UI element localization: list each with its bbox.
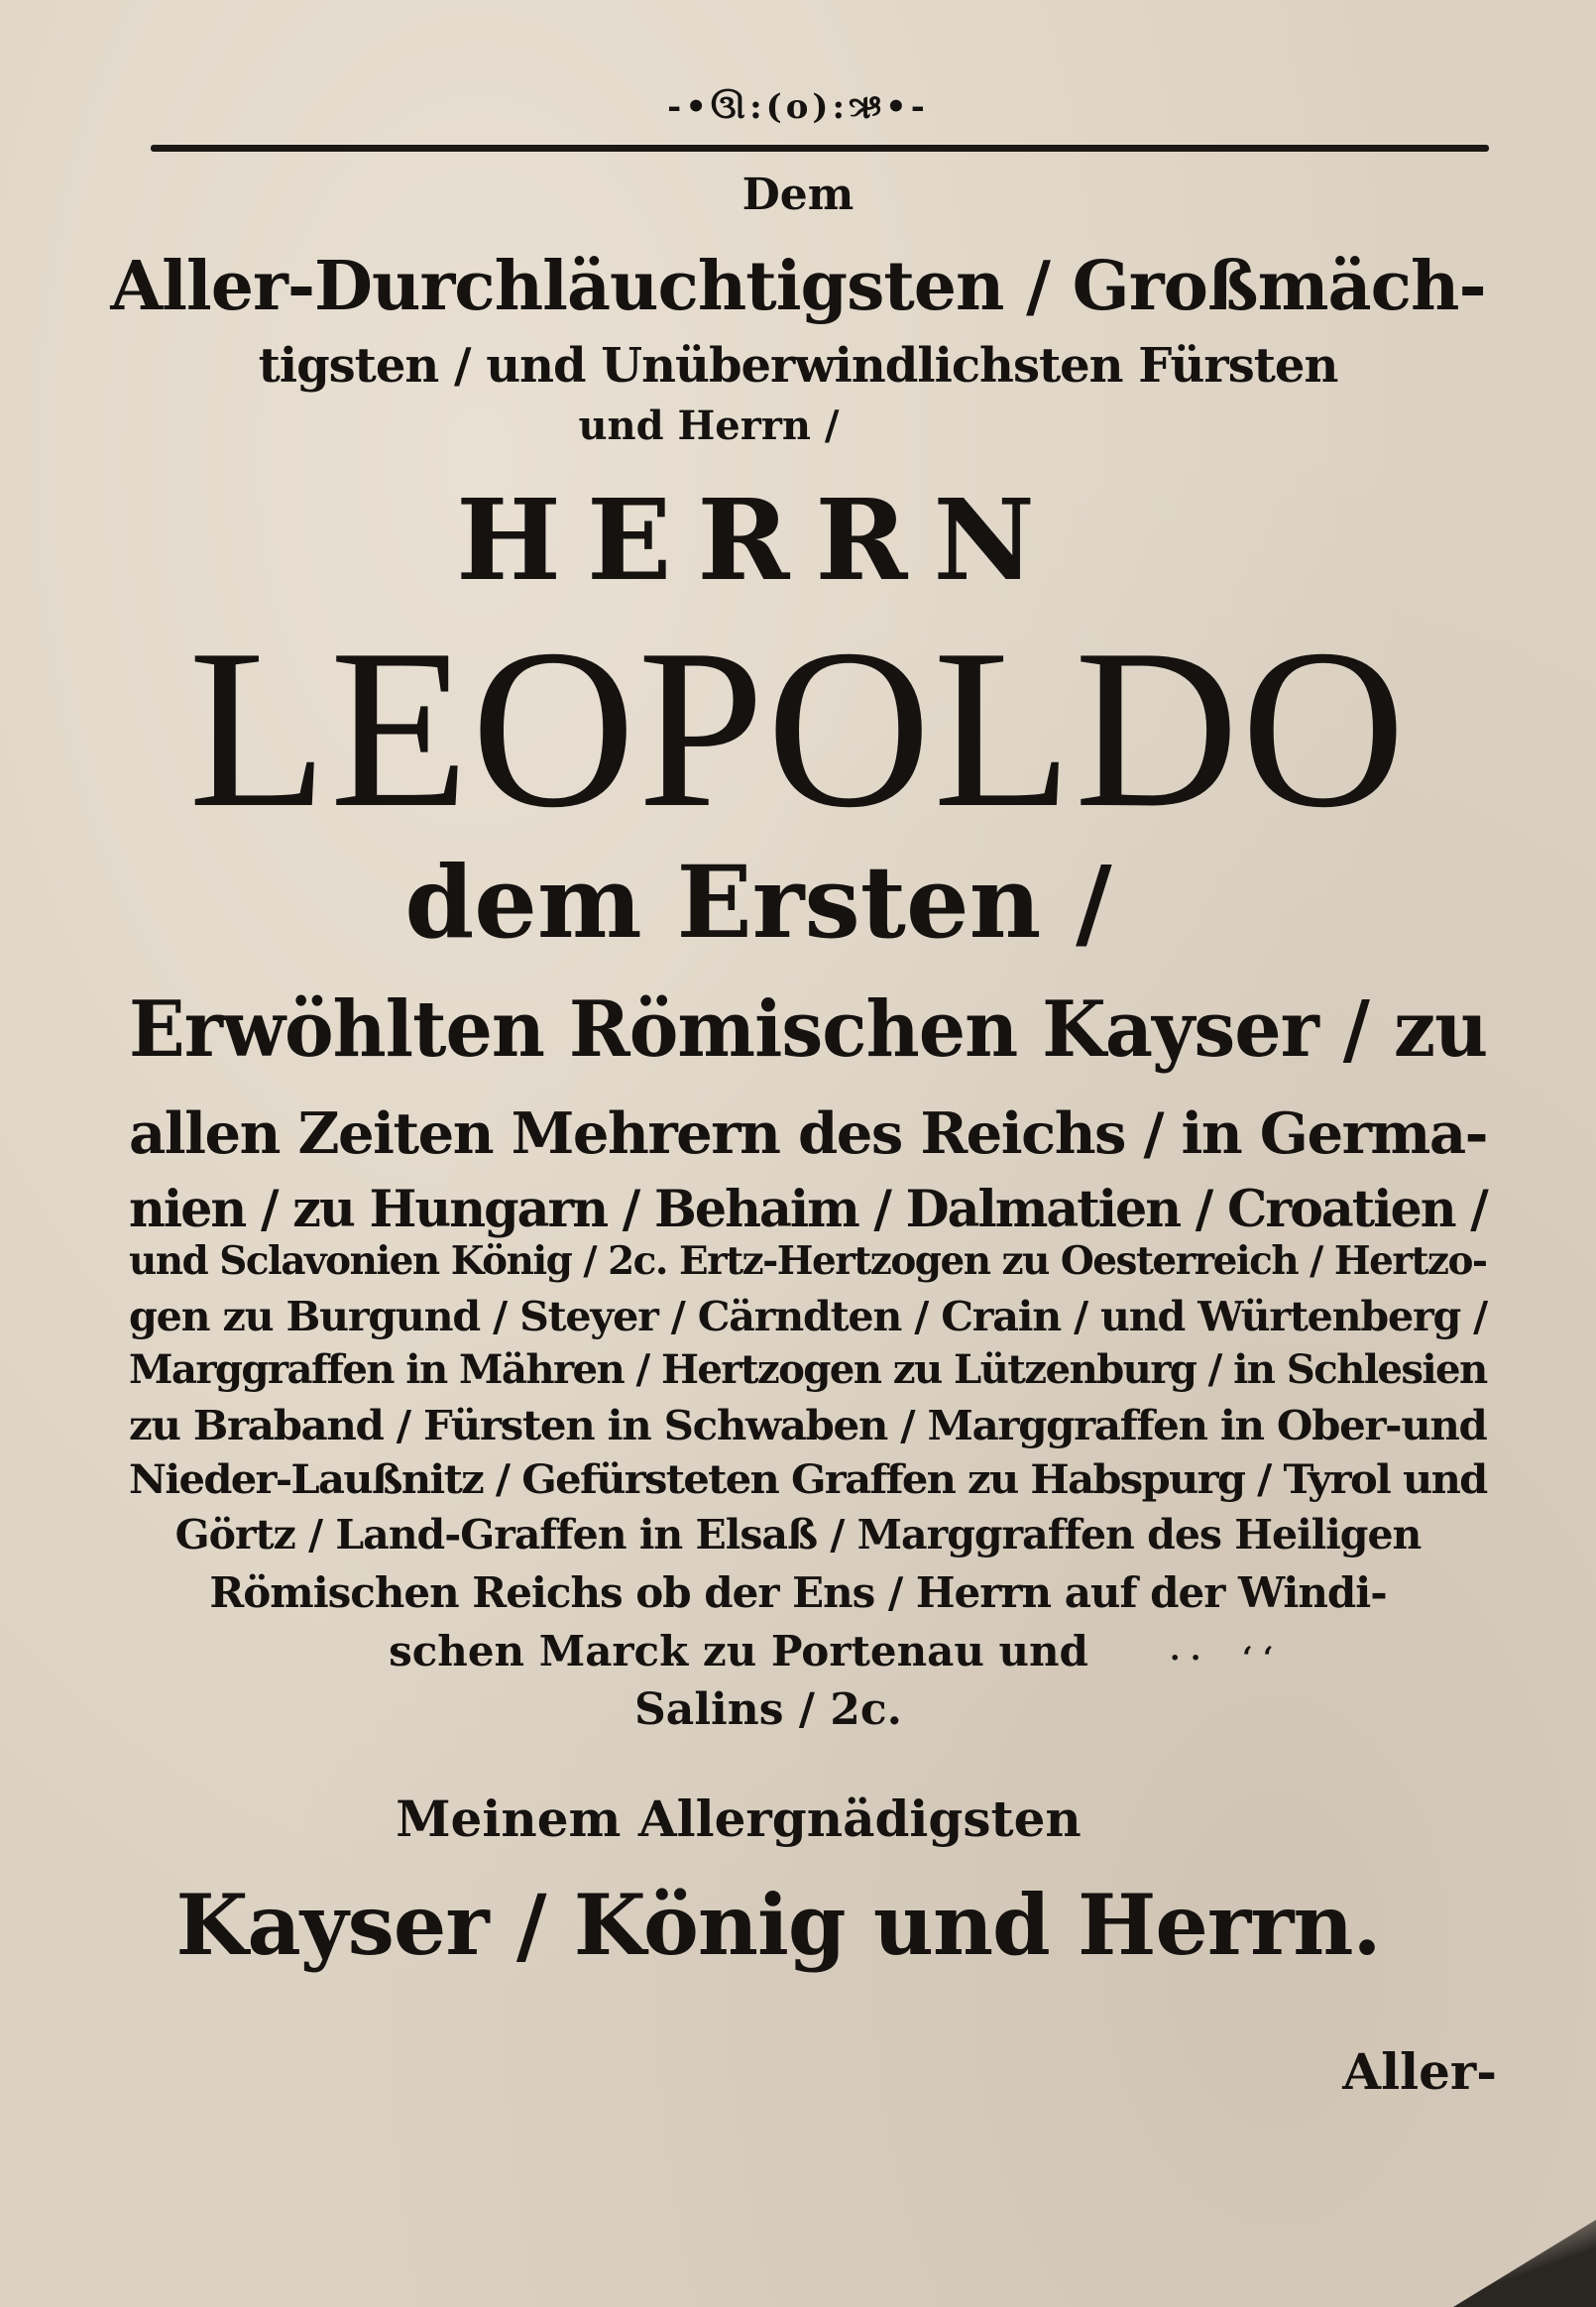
titles-line-10: Römischen Reichs ob der Ens / Herrn auf der Windi- (209, 1568, 1387, 1617)
name-leopoldo: LEOPOLDO (188, 602, 1408, 855)
titles-line-3: nien / zu Hungarn / Behaim / Dalmatien / Croatien / (129, 1180, 1487, 1239)
head-ornament: -•ઊ:(o):ઋ•- (667, 87, 929, 127)
titles-line-12: Salins / 2c. (634, 1684, 902, 1735)
dedication-dem: Dem (741, 170, 855, 220)
titles-line-1: Erwöhlten Römischen Kayser / zu (129, 984, 1488, 1075)
catchword: Aller- (1342, 2042, 1497, 2101)
dedication-line-2: Kayser / König und Herrn. (175, 1876, 1381, 1974)
head-rule (151, 145, 1489, 152)
dem-ersten: dem Ersten / (404, 844, 1112, 961)
title-line-2: tigsten / und Unüberwindlichsten Fürsten (258, 338, 1338, 394)
titles-line-5: gen zu Burgund / Steyer / Cärndten / Crain / und Würtenberg / (129, 1293, 1488, 1340)
titles-line-2: allen Zeiten Mehrern des Reichs / in Germa- (129, 1100, 1488, 1167)
titles-line-7: zu Braband / Fürsten in Schwaben / Marggraffen in Ober-und (129, 1402, 1487, 1449)
scan-shadow (1358, 2198, 1596, 2307)
titles-line-6: Marggraffen in Mähren / Hertzogen zu Lützenburg / in Schlesien (129, 1346, 1487, 1393)
titles-line-4: und Sclavonien König / 2c. Ertz-Hertzogen zu Oesterreich / Hertzo- (129, 1238, 1487, 1284)
ink-specks: · · ‘ ‘ (1170, 1641, 1274, 1675)
title-line-3: und Herrn / (578, 403, 840, 449)
dedication-line-1: Meinem Allergnädigsten (396, 1789, 1082, 1848)
title-line-1: Aller-Durchläuchtigsten / Großmäch- (110, 247, 1486, 326)
titles-line-8: Nieder-Laußnitz / Gefürsteten Graffen zu Habspurg / Tyrol und (129, 1456, 1487, 1503)
herrn-heading: HERRN (456, 476, 1061, 606)
titles-line-11: schen Marck zu Portenau und (389, 1627, 1088, 1675)
titles-line-9: Görtz / Land-Graffen in Elsaß / Marggraffen des Heiligen (174, 1511, 1422, 1558)
